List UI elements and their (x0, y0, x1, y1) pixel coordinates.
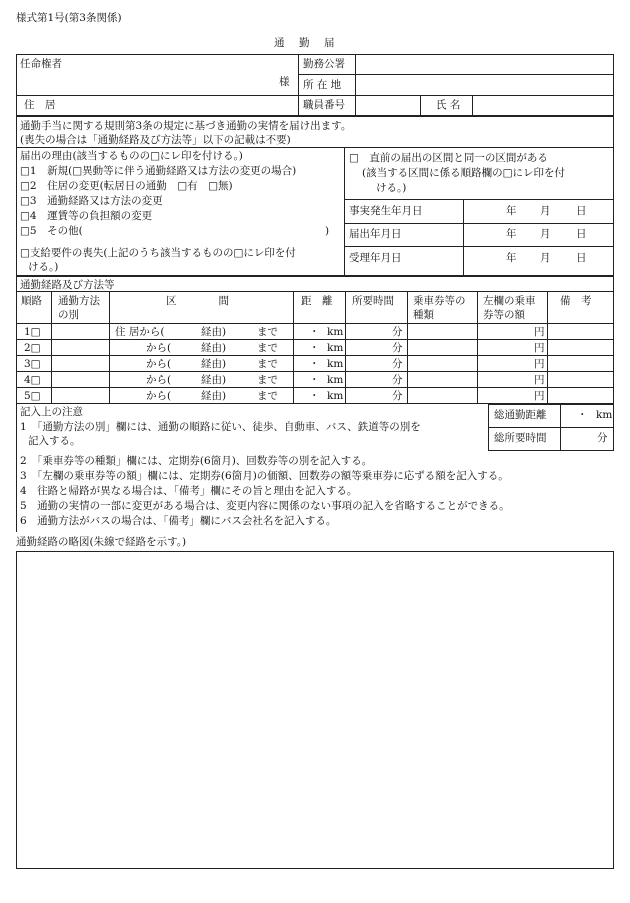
row-from: から( (146, 342, 172, 354)
date-label-receipt: 受理年月日 (349, 252, 402, 264)
row-check[interactable]: 5□ (24, 390, 41, 402)
form-id: 様式第1号(第3条関係) (16, 12, 122, 24)
row-dot: ・ (309, 374, 320, 386)
row-km: km (327, 342, 344, 354)
jukyo-field[interactable] (70, 96, 297, 115)
col-junro: 順路 (21, 295, 42, 307)
note-2: 2 「乗車券等の種類」欄には、定期券(6箇月)、回数券等の別を記入する。 (20, 455, 373, 467)
note-5: 5 通勤の実情の一部に変更がある場合は、変更内容に関係のない事項の記入を省略することができる。 (20, 500, 510, 512)
date-month: 月 (540, 228, 551, 240)
intro-line2: (喪失の場合は「通勤経路及び方法等」以下の記載は不要) (20, 134, 291, 146)
row-via: 経由) (201, 390, 227, 402)
col-kukan: 区 間 (166, 295, 229, 307)
row-min: 分 (392, 374, 403, 386)
row-check[interactable]: 3□ (24, 358, 41, 370)
reason-item-5[interactable]: □5 その他( (20, 225, 83, 237)
reason-loss[interactable]: □支給要件の喪失(上記のうち該当するものの□にレ印を付 (20, 247, 296, 259)
same-section-line2: (該当する区間に係る順路欄の□にレ印を付 (362, 167, 566, 179)
date-day: 日 (576, 252, 587, 264)
note-1: 1 「通勤方法の別」欄には、通勤の順路に従い、徒歩、自動車、バス、鉄道等の別を (20, 421, 421, 433)
same-section-check[interactable]: □ 直前の届出の区間と同一の区間がある (349, 152, 548, 164)
kinmu-field[interactable] (356, 55, 613, 74)
date-year: 年 (506, 228, 517, 240)
row-to: まで (257, 374, 278, 386)
date-day: 日 (576, 205, 587, 217)
shozai-label: 所 在 地 (303, 79, 342, 91)
col-biko: 備 考 (560, 295, 592, 307)
ninmei-field[interactable] (17, 70, 275, 94)
row-from: 住 居から( (115, 326, 165, 338)
row-dot: ・ (309, 326, 320, 338)
row-min: 分 (392, 390, 403, 402)
row-yen: 円 (534, 342, 545, 354)
sama-label: 様 (279, 76, 290, 88)
date-month: 月 (540, 252, 551, 264)
reason-title: 届出の理由(該当するものの□にレ印を付ける。) (20, 150, 243, 162)
col-hoho: 通勤方法 (58, 295, 100, 307)
date-label-submit: 届出年月日 (349, 228, 402, 240)
row-check[interactable]: 1□ (24, 326, 41, 338)
date-year: 年 (506, 205, 517, 217)
total-distance-label: 総通勤距離 (494, 409, 547, 421)
row-to: まで (257, 342, 278, 354)
same-section-line3: ける。) (376, 182, 407, 194)
total-time-label: 総所要時間 (494, 432, 547, 444)
reason-item-3[interactable]: □3 通勤経路又は方法の変更 (20, 195, 163, 207)
total-time-unit: 分 (597, 432, 608, 444)
row-dot: ・ (309, 342, 320, 354)
reason-item-5-close: ) (325, 225, 330, 237)
row-via: 経由) (201, 342, 227, 354)
jukyo-label: 住 居 (24, 99, 56, 111)
col-hoho-2: の別 (58, 309, 79, 321)
col-jousha: 乗車券等の (413, 295, 466, 307)
date-day: 日 (576, 228, 587, 240)
col-hidari-2: 券等の額 (483, 309, 525, 321)
notes-title: 記入上の注意 (20, 406, 83, 418)
row-to: まで (257, 358, 278, 370)
col-jikan: 所要時間 (352, 295, 394, 307)
shozai-field[interactable] (356, 75, 613, 94)
note-4: 4 往路と帰路が異なる場合は、「備考」欄にその旨と理由を記入する。 (20, 485, 358, 497)
row-via: 経由) (201, 358, 227, 370)
row-from: から( (146, 358, 172, 370)
row-min: 分 (392, 326, 403, 338)
reason-loss-cont: ける。) (28, 261, 59, 273)
date-label-fact: 事実発生年月日 (349, 205, 423, 217)
row-min: 分 (392, 358, 403, 370)
row-dot: ・ (309, 358, 320, 370)
shokuin-label: 職員番号 (303, 99, 345, 111)
reason-item-1[interactable]: □1 新規(□異動等に伴う通勤経路又は方法の変更の場合) (20, 165, 297, 177)
row-km: km (327, 326, 344, 338)
row-km: km (327, 358, 344, 370)
note-1-cont: 記入する。 (28, 435, 81, 447)
row-yen: 円 (534, 358, 545, 370)
kinmu-label: 勤務公署 (303, 58, 345, 70)
row-yen: 円 (534, 390, 545, 402)
intro-line1: 通勤手当に関する規則第3条の規定に基づき通勤の実情を届け出ます。 (20, 120, 352, 132)
page-title: 通 勤 届 (274, 37, 337, 49)
total-distance-dot: ・ (577, 409, 588, 421)
row-km: km (327, 390, 344, 402)
row-dot: ・ (309, 390, 320, 402)
row-min: 分 (392, 342, 403, 354)
row-via: 経由) (201, 374, 227, 386)
shimei-field[interactable] (473, 96, 613, 115)
row-yen: 円 (534, 374, 545, 386)
route-map-area[interactable] (16, 551, 614, 869)
route-title: 通勤経路及び方法等 (20, 279, 115, 291)
row-km: km (327, 374, 344, 386)
row-from: から( (146, 390, 172, 402)
map-title: 通勤経路の略図(朱線で経路を示す。) (16, 536, 187, 548)
shimei-label: 氏 名 (436, 99, 461, 111)
note-3: 3 「左欄の乗車券等の額」欄には、定期券(6箇月)の価額、回数券の額等乗車券に応ずる額を記入する。 (20, 470, 509, 482)
date-year: 年 (506, 252, 517, 264)
col-jousha-2: 種類 (413, 309, 434, 321)
reason-item-4[interactable]: □4 運賃等の負担額の変更 (20, 210, 153, 222)
row-check[interactable]: 4□ (24, 374, 41, 386)
col-kyori: 距 離 (301, 295, 333, 307)
note-6: 6 通勤方法がバスの場合は、「備考」欄にバス会社名を記入する。 (20, 515, 337, 527)
row-via: 経由) (201, 326, 227, 338)
reason-item-2[interactable]: □2 住居の変更(転居日の通勤 □有 □無) (20, 180, 233, 192)
shokuin-field[interactable] (356, 96, 419, 115)
row-check[interactable]: 2□ (24, 342, 41, 354)
row-yen: 円 (534, 326, 545, 338)
ninmei-label: 任命権者 (20, 58, 62, 70)
col-hidari: 左欄の乗車 (483, 295, 536, 307)
row-from: から( (146, 374, 172, 386)
row-to: まで (257, 390, 278, 402)
total-distance-unit: km (596, 409, 613, 421)
row-to: まで (257, 326, 278, 338)
date-month: 月 (540, 205, 551, 217)
